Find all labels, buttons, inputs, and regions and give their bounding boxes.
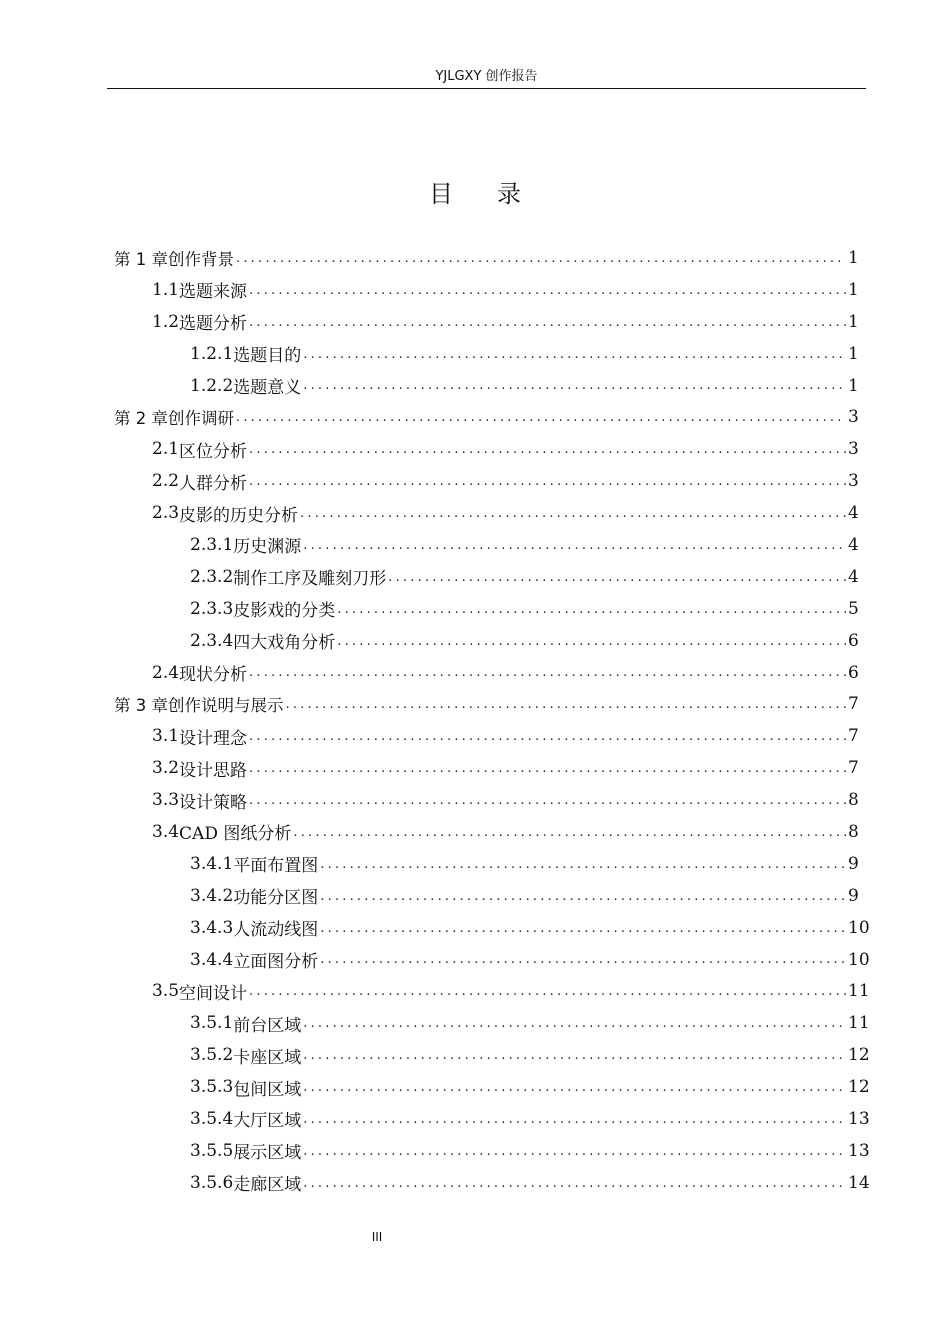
toc-entry-label: 人群分析 [179, 473, 248, 494]
toc-entry-page: 3 [848, 471, 859, 492]
toc-entry-page: 3 [848, 439, 859, 460]
toc-dot-leader [320, 857, 846, 880]
toc-entry[interactable] [0, 880, 950, 912]
toc-entry-number: 3.5.3 [190, 1077, 234, 1098]
toc-entry[interactable] [0, 688, 950, 720]
toc-entry-label: 皮影戏的分类 [233, 601, 336, 622]
toc-dot-leader [286, 697, 847, 720]
toc-dot-leader [303, 378, 846, 401]
toc-title: 目录 [429, 180, 565, 208]
toc-entry-number: 3.5 [152, 981, 180, 1002]
toc-entry[interactable] [0, 1103, 950, 1135]
toc-dot-leader [303, 1048, 846, 1071]
toc-entry-label: 四大戏角分析 [233, 633, 336, 654]
toc-dot-leader [249, 283, 846, 306]
toc-entry[interactable] [0, 370, 950, 402]
toc-entry-number: 3.4.3 [190, 917, 234, 938]
toc-entry[interactable] [0, 625, 950, 657]
toc-entry-label: 展示区域 [233, 1143, 302, 1164]
toc-entry-number: 3.5.2 [190, 1045, 234, 1066]
toc-entry-number: 3.5.4 [190, 1108, 234, 1129]
toc-dot-leader [320, 921, 846, 944]
toc-entry-number: 2.3.3 [190, 598, 234, 619]
toc-entry-label: 前台区域 [233, 1015, 302, 1036]
toc-dot-leader [303, 1176, 846, 1199]
toc-dot-leader [249, 474, 846, 497]
toc-entry-number: 3.2 [152, 758, 180, 779]
toc-entry-label: 创作说明与展示 [168, 696, 284, 716]
toc-entry[interactable] [0, 912, 950, 944]
toc-entry[interactable] [0, 752, 950, 784]
toc-entry-number: 1.2.2 [190, 375, 234, 396]
toc-entry-label: 包间区域 [233, 1079, 302, 1100]
toc-entry-number: 1.2.1 [190, 343, 234, 364]
toc-entry[interactable] [0, 1039, 950, 1071]
toc-entry-page: 7 [848, 726, 859, 747]
toc-entry-label: 选题目的 [233, 346, 302, 367]
toc-entry-label: 选题意义 [233, 378, 302, 398]
toc-entry-number: 第 1 章 [114, 249, 168, 269]
toc-entry-page: 4 [848, 503, 859, 524]
toc-entry-page: 13 [848, 1140, 870, 1161]
toc-entry[interactable] [0, 1167, 950, 1199]
toc-entry[interactable] [0, 306, 950, 338]
toc-dot-leader [249, 793, 846, 816]
toc-entry-label: 区位分析 [179, 441, 248, 462]
toc-entry-page: 13 [848, 1108, 870, 1129]
toc-entry-number: 2.2 [152, 471, 180, 492]
toc-entry-label: 选题分析 [179, 314, 248, 335]
toc-entry-number: 2.3.2 [190, 566, 234, 587]
toc-dot-leader [303, 538, 846, 561]
toc-entry-label: 设计思路 [179, 760, 248, 781]
toc-dot-leader [249, 761, 846, 784]
toc-entry-page: 10 [848, 949, 870, 970]
toc-entry-number: 3.5.1 [190, 1013, 234, 1034]
toc-entry-number: 3.3 [152, 790, 180, 811]
toc-entry[interactable] [0, 497, 950, 529]
toc-dot-leader [236, 251, 846, 274]
toc-entry[interactable] [0, 401, 950, 433]
toc-entry[interactable] [0, 1135, 950, 1167]
page-header: YJLGXY 创作报告 [435, 69, 538, 84]
toc-entry-page: 9 [848, 853, 859, 874]
toc-entry-label: 现状分析 [179, 665, 248, 686]
toc-entry-number: 2.1 [152, 439, 180, 460]
toc-entry[interactable] [0, 274, 950, 306]
toc-entry-page: 14 [848, 1172, 870, 1193]
toc-entry[interactable] [0, 465, 950, 497]
toc-dot-leader [303, 1080, 846, 1103]
toc-entry-number: 2.3.1 [190, 534, 234, 555]
toc-entry-number: 第 2 章 [114, 409, 168, 429]
toc-dot-leader [300, 506, 846, 529]
toc-entry[interactable] [0, 848, 950, 880]
toc-entry[interactable] [0, 338, 950, 370]
toc-entry-number: 3.4 [152, 821, 180, 842]
toc-entry-label: 立面图分析 [233, 952, 319, 973]
toc-entry-label: 制作工序及雕刻刀形 [233, 569, 387, 590]
toc-dot-leader [293, 825, 846, 848]
toc-entry-label: CAD 图纸分析 [179, 824, 292, 845]
toc-entry[interactable] [0, 561, 950, 593]
toc-entry-label: 创作背景 [168, 249, 234, 269]
toc-entry-label: 设计策略 [179, 792, 248, 813]
toc-entry-label: 人流动线图 [233, 920, 319, 941]
toc-entry-number: 2.3 [152, 503, 180, 524]
toc-entry-number: 第 3 章 [114, 696, 168, 716]
toc-entry-page: 6 [848, 630, 859, 651]
toc-entry[interactable] [0, 1007, 950, 1039]
toc-dot-leader [236, 410, 846, 433]
toc-entry-page: 9 [848, 885, 859, 906]
toc-dot-leader [303, 1144, 846, 1167]
toc-dot-leader [320, 889, 846, 912]
toc-entry-page: 12 [848, 1045, 870, 1066]
toc-dot-leader [249, 984, 846, 1007]
toc-entry-label: 创作调研 [168, 409, 234, 429]
toc-entry-page: 12 [848, 1077, 870, 1098]
toc-entry-page: 1 [848, 375, 859, 396]
toc-entry-page: 11 [848, 1013, 870, 1034]
toc-entry[interactable] [0, 529, 950, 561]
toc-entry-number: 3.5.5 [190, 1140, 234, 1161]
toc-entry-number: 1.1 [152, 279, 180, 300]
toc-entry[interactable] [0, 242, 950, 274]
toc-entry-label: 功能分区图 [233, 888, 319, 909]
toc-entry-page: 3 [848, 407, 859, 428]
toc-dot-leader [303, 1016, 846, 1039]
toc-entry-number: 3.4.1 [190, 853, 234, 874]
toc-dot-leader [337, 602, 846, 625]
toc-entry[interactable] [0, 784, 950, 816]
table-of-contents [0, 242, 950, 1199]
toc-entry-page: 6 [848, 662, 859, 683]
toc-entry-page: 4 [848, 566, 859, 587]
toc-entry-label: 皮影的历史分析 [179, 505, 299, 526]
toc-entry-page: 10 [848, 917, 870, 938]
toc-dot-leader [249, 729, 846, 752]
toc-entry-label: 选题来源 [179, 282, 248, 303]
toc-entry[interactable] [0, 975, 950, 1007]
toc-entry[interactable] [0, 433, 950, 465]
toc-entry-label: 设计理念 [179, 728, 248, 749]
toc-entry-page: 1 [848, 279, 859, 300]
toc-entry-number: 3.4.2 [190, 885, 234, 906]
toc-entry[interactable] [0, 944, 950, 976]
toc-dot-leader [249, 665, 846, 688]
toc-entry-page: 5 [848, 598, 859, 619]
toc-entry-label: 空间设计 [179, 983, 248, 1004]
toc-entry-page: 7 [848, 694, 859, 715]
toc-entry-number: 3.5.6 [190, 1172, 234, 1193]
toc-entry-page: 7 [848, 758, 859, 779]
toc-entry-label: 大厅区域 [233, 1111, 302, 1132]
toc-entry[interactable] [0, 593, 950, 625]
toc-entry-label: 历史渊源 [233, 537, 302, 558]
toc-dot-leader [337, 634, 846, 657]
toc-dot-leader [249, 442, 846, 465]
toc-entry-page: 4 [848, 534, 859, 555]
toc-dot-leader [320, 952, 846, 975]
toc-dot-leader [249, 315, 846, 338]
toc-entry-number: 3.1 [152, 726, 180, 747]
toc-entry-number: 1.2 [152, 311, 180, 332]
toc-entry-number: 3.4.4 [190, 949, 234, 970]
toc-entry-number: 2.3.4 [190, 630, 234, 651]
toc-entry[interactable] [0, 720, 950, 752]
toc-entry-page: 1 [848, 247, 859, 268]
toc-dot-leader [388, 570, 846, 593]
toc-entry-label: 平面布置图 [233, 856, 319, 877]
toc-entry[interactable] [0, 657, 950, 689]
toc-dot-leader [303, 347, 846, 370]
toc-entry-page: 1 [848, 311, 859, 332]
toc-entry-page: 1 [848, 343, 859, 364]
toc-entry-page: 8 [848, 821, 859, 842]
toc-entry[interactable] [0, 816, 950, 848]
toc-dot-leader [303, 1112, 846, 1135]
toc-entry-page: 8 [848, 790, 859, 811]
toc-entry[interactable] [0, 1071, 950, 1103]
toc-entry-number: 2.4 [152, 662, 180, 683]
header-rule [107, 88, 866, 89]
toc-entry-page: 11 [848, 981, 870, 1002]
page-number: III [371, 1230, 383, 1244]
toc-entry-label: 走廊区域 [233, 1175, 302, 1196]
toc-entry-label: 卡座区域 [233, 1047, 302, 1068]
